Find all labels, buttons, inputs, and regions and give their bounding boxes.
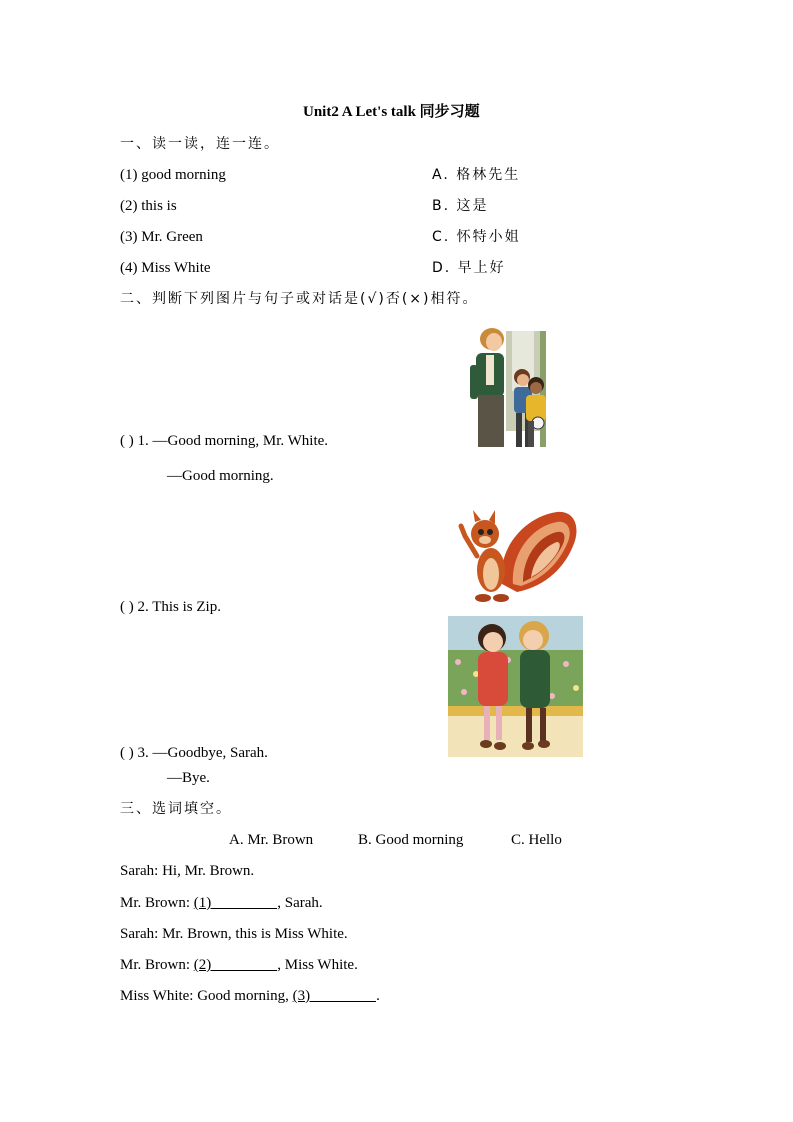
teacher-and-boys-illustration <box>468 325 546 447</box>
q1-line2: —Good morning. <box>167 468 274 484</box>
dialogue-line-5: Miss White: Good morning, (3) . <box>120 988 380 1004</box>
q1-line1: ( ) 1. —Good morning, Mr. White. <box>120 433 329 449</box>
match-left-3: (3) Mr. Green <box>120 229 203 245</box>
section1-heading: 一、读一读，连一连。 <box>120 136 280 152</box>
match-left-2: (2) this is <box>120 198 177 214</box>
match-left-4: (4) Miss White <box>120 260 211 276</box>
section2-heading: 二、判断下列图片与句子或对话是(√)否(×)相符。 <box>120 291 479 307</box>
option-a: A. Mr. Brown <box>229 832 314 848</box>
match-right-b: B. 这是 <box>432 198 489 214</box>
fill-blank-2[interactable]: (2) <box>194 957 278 973</box>
match-right-d: D. 早上好 <box>432 260 506 276</box>
dialogue-line-4: Mr. Brown: (2) , Miss White. <box>120 957 358 973</box>
q2-line1: ( ) 2. This is Zip. <box>120 599 221 615</box>
section3-heading: 三、选词填空。 <box>120 801 232 817</box>
q3-line2: —Bye. <box>167 770 210 786</box>
q3-line1: ( ) 3. —Goodbye, Sarah. <box>120 745 268 761</box>
dialogue-line-1: Sarah: Hi, Mr. Brown. <box>120 863 255 879</box>
match-right-c: C. 怀特小姐 <box>432 229 521 245</box>
option-b: B. Good morning <box>358 832 464 848</box>
squirrel-illustration <box>457 506 581 606</box>
fill-blank-3[interactable]: (3) <box>293 988 377 1004</box>
match-right-a: A. 格林先生 <box>432 167 521 183</box>
match-left-1: (1) good morning <box>120 167 226 183</box>
page-title: Unit2 A Let's talk 同步习题 <box>303 104 480 120</box>
dialogue-line-2: Mr. Brown: (1) , Sarah. <box>120 895 323 911</box>
dialogue-line-3: Sarah: Mr. Brown, this is Miss White. <box>120 926 348 942</box>
option-c: C. Hello <box>511 832 562 848</box>
two-girls-illustration <box>448 616 583 757</box>
fill-blank-1[interactable]: (1) <box>194 895 278 911</box>
